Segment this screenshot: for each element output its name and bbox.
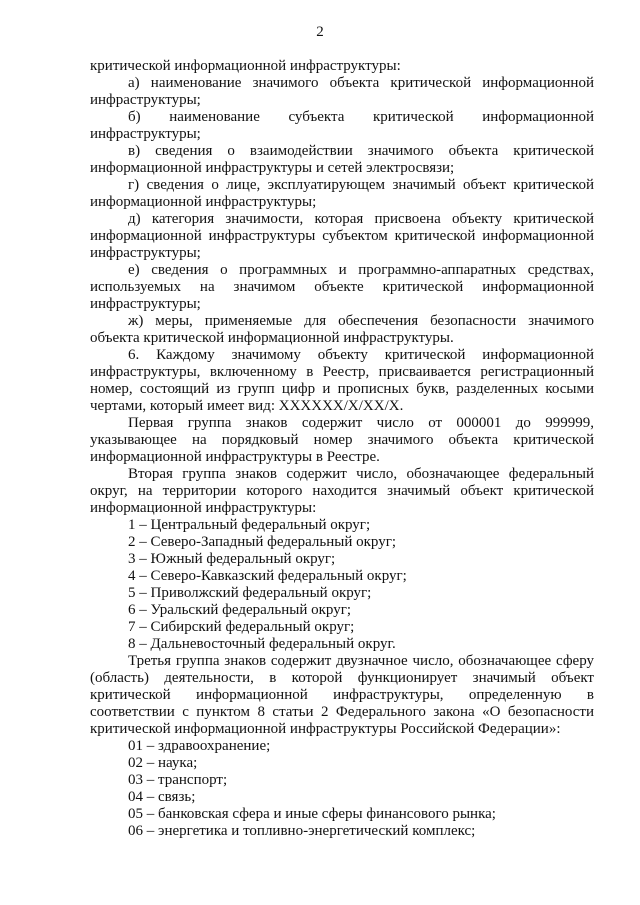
list-item-sphere: 06 – энергетика и топливно-энергетический комплекс; (128, 823, 476, 839)
paragraph-first-group: Первая группа знаков содержит число от 000001 до 999999, указывающее на порядковый номер значимого объекта критической информационной инфраструктуры в Реестре. (90, 415, 594, 465)
paragraph-item-zh: ж) меры, применяемые для обеспечения безопасности значимого объекта критической информационной инфраструктуры. (90, 313, 594, 346)
paragraph-point-6: 6. Каждому значимому объекту критической информационной инфраструктуры, включенному в Реестр, присваивается регистрационный номер, состоящий из групп цифр и прописных букв, разделенных косыми чертами, который имеет вид: XXXXXX/X/XX/X. (90, 347, 594, 414)
list-item-sphere: 01 – здравоохранение; (128, 738, 271, 754)
list-item-sphere: 05 – банковская сфера и иные сферы финансового рынка; (128, 806, 496, 822)
paragraph-item-d: д) категория значимости, которая присвоена объекту критической информационной инфраструктуры субъектом критической информационной инфраструктуры; (90, 211, 594, 261)
list-item-district: 5 – Приволжский федеральный округ; (128, 585, 372, 601)
list-item-sphere: 02 – наука; (128, 755, 198, 771)
paragraph-item-a: а) наименование значимого объекта критической информационной инфраструктуры; (90, 75, 594, 108)
paragraph-third-group: Третья группа знаков содержит двузначное число, обозначающее сферу (область) деятельности, в которой функционирует значимый объект критической информационной инфраструктуры, определенную в соответствии с пунктом 8 статьи 2 Федерального закона «О безопасности критической информационной инфраструктуры Российской Федерации»: (90, 653, 594, 737)
list-item-district: 7 – Сибирский федеральный округ; (128, 619, 355, 635)
list-item-district: 8 – Дальневосточный федеральный округ. (128, 636, 396, 652)
list-item-district: 3 – Южный федеральный округ; (128, 551, 336, 567)
list-item-district: 2 – Северо-Западный федеральный округ; (128, 534, 397, 550)
paragraph-continuation: критической информационной инфраструктуры: (90, 58, 401, 74)
paragraph-item-v: в) сведения о взаимодействии значимого объекта критической информационной инфраструктуры и сетей электросвязи; (90, 143, 594, 176)
paragraph-item-e: е) сведения о программных и программно-аппаратных средствах, используемых на значимом объекте критической информационной инфраструктуры; (90, 262, 594, 312)
page-number: 2 (316, 24, 324, 40)
list-item-district: 1 – Центральный федеральный округ; (128, 517, 371, 533)
list-item-district: 4 – Северо-Кавказский федеральный округ; (128, 568, 407, 584)
list-item-sphere: 03 – транспорт; (128, 772, 228, 788)
paragraph-second-group: Вторая группа знаков содержит число, обозначающее федеральный округ, на территории которого находится значимый объект критической информационной инфраструктуры: (90, 466, 594, 516)
document-body (90, 58, 594, 840)
list-item-district: 6 – Уральский федеральный округ; (128, 602, 352, 618)
paragraph-item-g: г) сведения о лице, эксплуатирующем значимый объект критической информационной инфраструктуры; (90, 177, 594, 210)
paragraph-item-b: б) наименование субъекта критической информационной инфраструктуры; (90, 109, 594, 142)
list-item-sphere: 04 – связь; (128, 789, 196, 805)
